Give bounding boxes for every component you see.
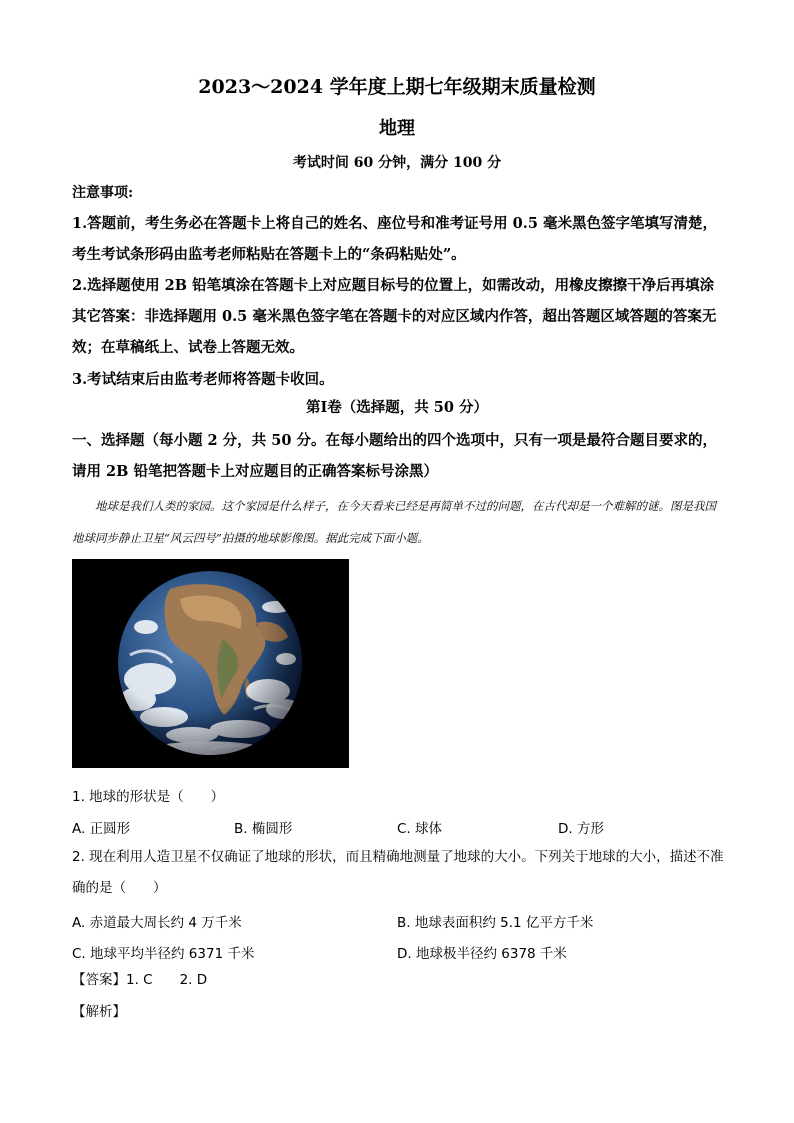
- question-2-stem: 2. 现在利用人造卫星不仅确证了地球的形状，而且精确地测量了地球的大小。下列关于地球的大小，描述不准确的是（ ）: [72, 849, 724, 896]
- answer-text: 1. C 2. D: [126, 972, 208, 988]
- earth-satellite-image: [72, 559, 349, 768]
- question-2-option-b: B. 地球表面积约 5.1 亿平方千米: [397, 915, 594, 931]
- answer-line: [72, 968, 207, 988]
- question-2-option-a: A. 赤道最大周长约 4 万千米: [72, 915, 242, 931]
- answer-label: 【答案】: [72, 972, 126, 988]
- notice-heading: 注意事项:: [72, 185, 134, 201]
- notice-item-2: 2.选择题使用 2B 铅笔填涂在答题卡上对应题目标号的位置上，如需改动，用橡皮擦擦干净后再填涂其它答案：非选择题用 0.5 毫米黑色签字笔在答题卡的对应区域内作答，超出答题区域答题的答案无效；在草稿纸上、试卷上答题无效。: [72, 277, 717, 356]
- question-1-option-a: A. 正圆形: [72, 821, 131, 837]
- question-1-option-d: D. 方形: [558, 821, 604, 837]
- section-title: 一、选择题（每小题 2 分，共 50 分。在每小题给出的四个选项中，只有一项是最符合题目要求的，请用 2B 铅笔把答题卡上对应题目的正确答案标号涂黑）: [72, 432, 717, 480]
- part-title: 第Ⅰ卷（选择题，共 50 分）: [305, 399, 489, 416]
- question-2-option-c: C. 地球平均半径约 6371 千米: [72, 946, 255, 962]
- earth-globe-drawing: [72, 559, 349, 768]
- question-1-option-c: C. 球体: [397, 821, 443, 837]
- notice-item-1: 1.答题前，考生务必在答题卡上将自己的姓名、座位号和准考证号用 0.5 毫米黑色签字笔填写清楚，考生考试条形码由监考老师粘贴在答题卡上的“条码粘贴处”。: [72, 215, 717, 263]
- question-2-option-d: D. 地球极半径约 6378 千米: [397, 946, 567, 962]
- question-1-stem: 1. 地球的形状是（ ）: [72, 789, 225, 805]
- intro-passage: 地球是我们人类的家园。这个家园是什么样子，在今天看来已经是再简单不过的问题，在古代却是一个难解的谜。图是我国地球同步静止卫星“风云四号”拍摄的地球影像图。据此完成下面小题。: [72, 499, 716, 545]
- analysis-label: 【解析】: [72, 1004, 126, 1020]
- notice-item-3: 3.考试结束后由监考老师将答题卡收回。: [72, 371, 334, 388]
- exam-time-info: 考试时间 60 分钟，满分 100 分: [292, 155, 502, 171]
- subject-title: 地理: [379, 118, 415, 139]
- question-1-option-b: B. 椭圆形: [234, 821, 293, 837]
- exam-title: 2023～2024 学年度上期七年级期末质量检测: [198, 76, 596, 98]
